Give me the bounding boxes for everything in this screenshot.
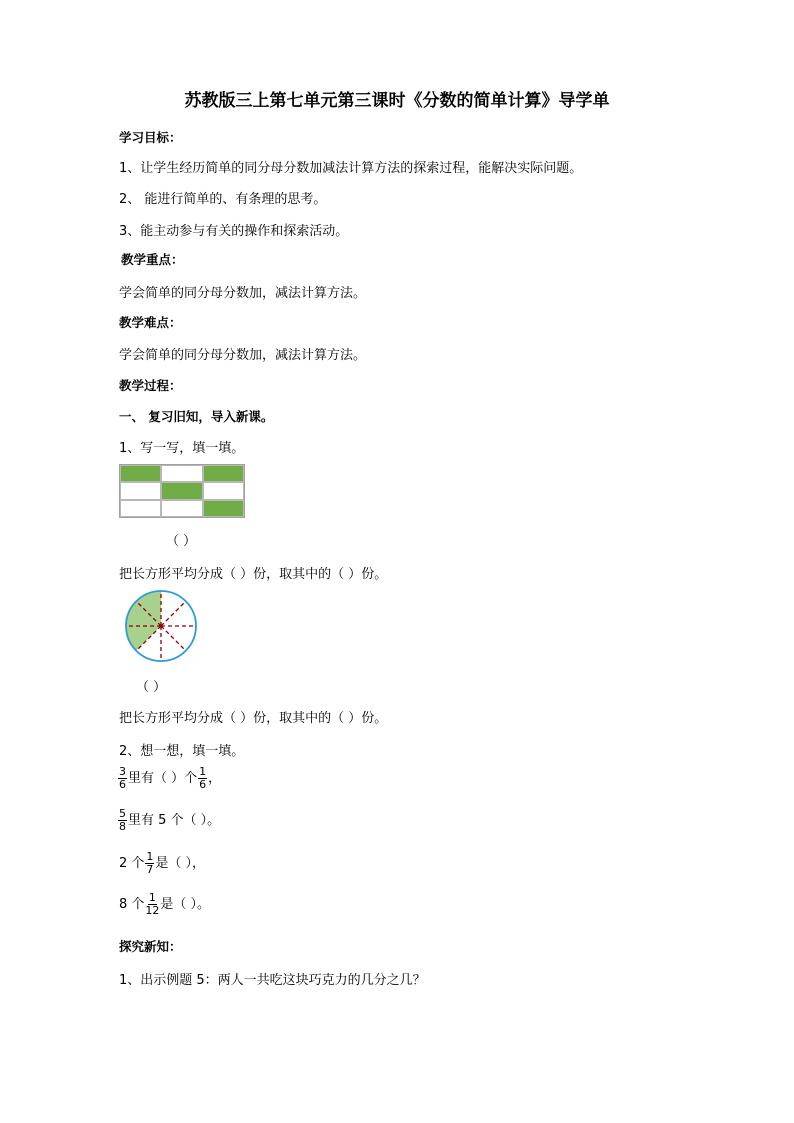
objective-2: 2、 能进行简单的、有条理的思考。 bbox=[119, 192, 327, 207]
answer-blank-circle[interactable]: （ ） bbox=[136, 680, 167, 695]
objective-1: 1、让学生经历简单的同分母分数加减法计算方法的探索过程，能解决实际问题。 bbox=[119, 161, 583, 176]
grid-cell bbox=[161, 465, 202, 482]
objective-3: 3、能主动参与有关的操作和探索活动。 bbox=[119, 224, 349, 239]
fraction: $\frac{1}{7}$ bbox=[146, 850, 154, 876]
explore-question-1: 1、出示例题 5：两人一共吃这块巧克力的几分之几？ bbox=[119, 973, 426, 988]
grid-cell bbox=[203, 500, 244, 517]
key-text: 学会简单的同分母分数加，减法计算方法。 bbox=[119, 286, 367, 301]
process-heading: 教学过程： bbox=[119, 378, 182, 393]
grid-cell bbox=[161, 482, 202, 499]
fraction: $\frac{1}{12}$ bbox=[145, 891, 160, 917]
answer-blank-rect[interactable]: （ ） bbox=[166, 534, 197, 549]
objectives-heading: 学习目标： bbox=[119, 130, 182, 145]
fraction: $\frac{1}{6}$ bbox=[199, 765, 207, 791]
q2-item-c: 2 个 $\frac{1}{7}$ 是（ ）， bbox=[119, 850, 206, 876]
rectangle-grid bbox=[119, 464, 245, 518]
grid-cell bbox=[161, 500, 202, 517]
difficulty-text: 学会简单的同分母分数加，减法计算方法。 bbox=[119, 348, 367, 363]
q2-item-b: $\frac{5}{8}$ 里有 5 个（ ）。 bbox=[119, 807, 221, 833]
rect-sentence: 把长方形平均分成（ ）份，取其中的（ ）份。 bbox=[119, 567, 388, 582]
question1-heading: 1、写一写，填一填。 bbox=[119, 441, 245, 456]
q2-item-a: $\frac{3}{6}$ 里有（ ）个 $\frac{1}{6}$ ， bbox=[119, 765, 222, 791]
grid-cell bbox=[120, 482, 161, 499]
section1-heading: 一、 复习旧知，导入新课。 bbox=[119, 409, 274, 424]
circle-radius-line bbox=[161, 601, 186, 626]
grid-cell bbox=[203, 465, 244, 482]
circle-radius-line bbox=[161, 626, 186, 651]
page-title: 苏教版三上第七单元第三课时《分数的简单计算》导学单 bbox=[184, 91, 610, 111]
grid-cell bbox=[203, 482, 244, 499]
circle-diagram bbox=[122, 590, 202, 666]
grid-cell bbox=[120, 500, 161, 517]
q2-item-d: 8 个 $\frac{1}{12}$ 是（ ）。 bbox=[119, 891, 211, 917]
fraction: $\frac{5}{8}$ bbox=[119, 807, 126, 833]
explore-heading: 探究新知： bbox=[119, 939, 182, 954]
key-heading: 教学重点： bbox=[121, 252, 184, 267]
grid-cell bbox=[120, 465, 161, 482]
fraction: $\frac{3}{6}$ bbox=[119, 765, 126, 791]
circle-sentence: 把长方形平均分成（ ）份，取其中的（ ）份。 bbox=[119, 711, 388, 726]
question2-heading: 2、想一想，填一填。 bbox=[119, 744, 245, 759]
difficulty-heading: 教学难点： bbox=[119, 315, 182, 330]
